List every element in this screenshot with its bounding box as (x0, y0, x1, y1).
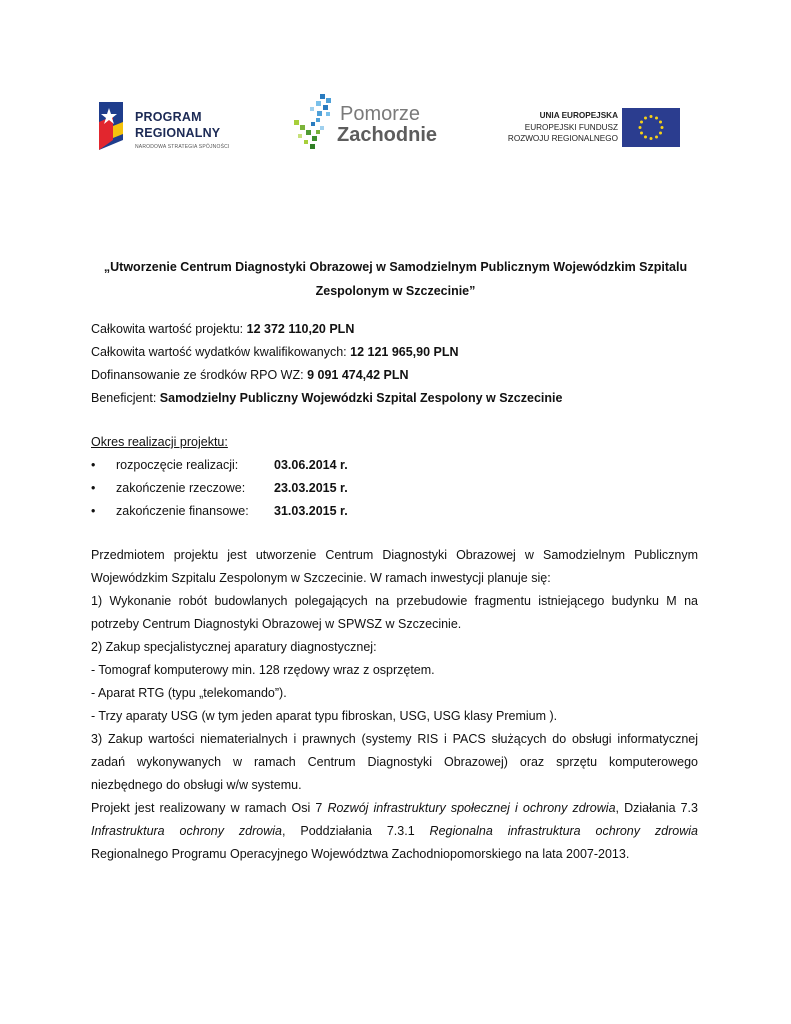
summary-label: Beneficjent: (91, 391, 160, 405)
project-description (91, 544, 698, 866)
bullet-icon: • (91, 481, 96, 495)
description-line: potrzeby Centrum Diagnostyki Obrazowej w SPWSZ w Szczecinie. (91, 617, 462, 631)
ue-logo-line2: EUROPEJSKI FUNDUSZ (524, 122, 618, 132)
description-italic-text: Rozwój infrastruktury społecznej i ochrony zdrowia (327, 801, 616, 815)
description-line: Przedmiotem projektu jest utworzenie Centrum Diagnostyki Obrazowej w Samodzielnym Publicznym (91, 548, 698, 562)
ue-logo-line1: UNIA EUROPEJSKA (539, 111, 618, 120)
description-italic-text: Infrastruktura ochrony zdrowia (91, 824, 282, 838)
description-line: Wojewódzkim Szpitalu Zespolonym w Szczecinie. W ramach inwestycji planuje się: (91, 571, 551, 585)
eu-flag-icon (622, 108, 680, 147)
bullet-icon: • (91, 458, 96, 472)
description-text: , Poddziałania 7.3.1 (281, 824, 430, 838)
program-logo-tagline: NARODOWA STRATEGIA SPÓJNOŚCI (135, 144, 230, 150)
description-line: niezbędnego do obsługi w/w systemu. (91, 778, 302, 792)
summary-eligible-value (91, 341, 701, 364)
program-regionalny-emblem-icon (93, 100, 129, 152)
period-item-start (91, 454, 701, 477)
description-italic-text: Regionalna infrastruktura ochrony zdrowia (429, 824, 698, 838)
project-title-line2: Zespolonym w Szczecinie” (315, 284, 476, 298)
ue-logo-text (508, 110, 618, 145)
pomorze-pixel-emblem-icon (290, 92, 342, 156)
program-logo-line2: REGIONALNY (135, 126, 221, 140)
pomorze-zachodnie-logo (290, 92, 460, 156)
description-line (91, 820, 698, 843)
program-regionalny-logo (93, 100, 253, 152)
pomorze-logo-line1: Pomorze (340, 103, 421, 125)
description-line: 3) Zakup wartości niematerialnych i prawnych (systemy RIS i PACS służących do obsługi informatycznej (91, 732, 698, 746)
summary-total-value (91, 318, 701, 341)
summary-beneficiary (91, 387, 701, 410)
project-title (60, 255, 731, 303)
period-item-label: rozpoczęcie realizacji: (116, 458, 239, 472)
summary-value: 9 091 474,42 PLN (307, 368, 409, 382)
description-line: 2) Zakup specjalistycznej aparatury diagnostycznej: (91, 640, 377, 654)
project-summary (91, 318, 701, 410)
period-item-label: zakończenie rzeczowe: (116, 481, 246, 495)
summary-cofinancing (91, 364, 701, 387)
period-item-date: 31.03.2015 r. (274, 504, 348, 518)
period-item-financial-end (91, 500, 701, 523)
pomorze-logo-line2: Zachodnie (337, 124, 438, 146)
summary-value: Samodzielny Publiczny Wojewódzki Szpital Zespolony w Szczecinie (159, 391, 563, 405)
summary-value: 12 121 965,90 PLN (350, 345, 459, 359)
program-logo-line1: PROGRAM (135, 110, 202, 124)
period-heading: Okres realizacji projektu: (91, 435, 228, 449)
unia-europejska-logo (490, 108, 680, 150)
logo-bar (0, 92, 791, 162)
description-line: zadań wykonywanych w ramach Centrum Diagnostyki Obrazowej) oraz sprzętu komputerowego (91, 755, 698, 769)
project-period (91, 431, 701, 523)
description-line: 1) Wykonanie robót budowlanych polegających na przebudowie fragmentu istniejącego budynku M na (91, 594, 698, 608)
bullet-icon: • (91, 504, 96, 518)
description-line: - Tomograf komputerowy min. 128 rzędowy wraz z osprzętem. (91, 663, 435, 677)
description-line: Regionalnego Programu Operacyjnego Województwa Zachodniopomorskiego na lata 2007-2013. (91, 847, 630, 861)
description-line (91, 797, 698, 820)
ue-logo-line3: ROZWOJU REGIONALNEGO (507, 134, 618, 143)
description-text: , Działania 7.3 (615, 801, 698, 815)
description-text: Projekt jest realizowany w ramach Osi 7 (91, 801, 328, 815)
summary-label: Dofinansowanie ze środków RPO WZ: (91, 368, 308, 382)
description-line: - Aparat RTG (typu „telekomando”). (91, 686, 287, 700)
period-item-date: 03.06.2014 r. (274, 458, 348, 472)
period-item-date: 23.03.2015 r. (274, 481, 348, 495)
period-item-label: zakończenie finansowe: (116, 504, 249, 518)
summary-label: Całkowita wartość wydatków kwalifikowanych: (91, 345, 351, 359)
summary-label: Całkowita wartość projektu: (91, 322, 247, 336)
description-line: - Trzy aparaty USG (w tym jeden aparat typu fibroskan, USG, USG klasy Premium ). (91, 709, 558, 723)
period-item-material-end (91, 477, 701, 500)
summary-value: 12 372 110,20 PLN (246, 322, 355, 336)
project-title-line1: „Utworzenie Centrum Diagnostyki Obrazowej w Samodzielnym Publicznym Wojewódzkim Szpitalu (103, 260, 688, 274)
